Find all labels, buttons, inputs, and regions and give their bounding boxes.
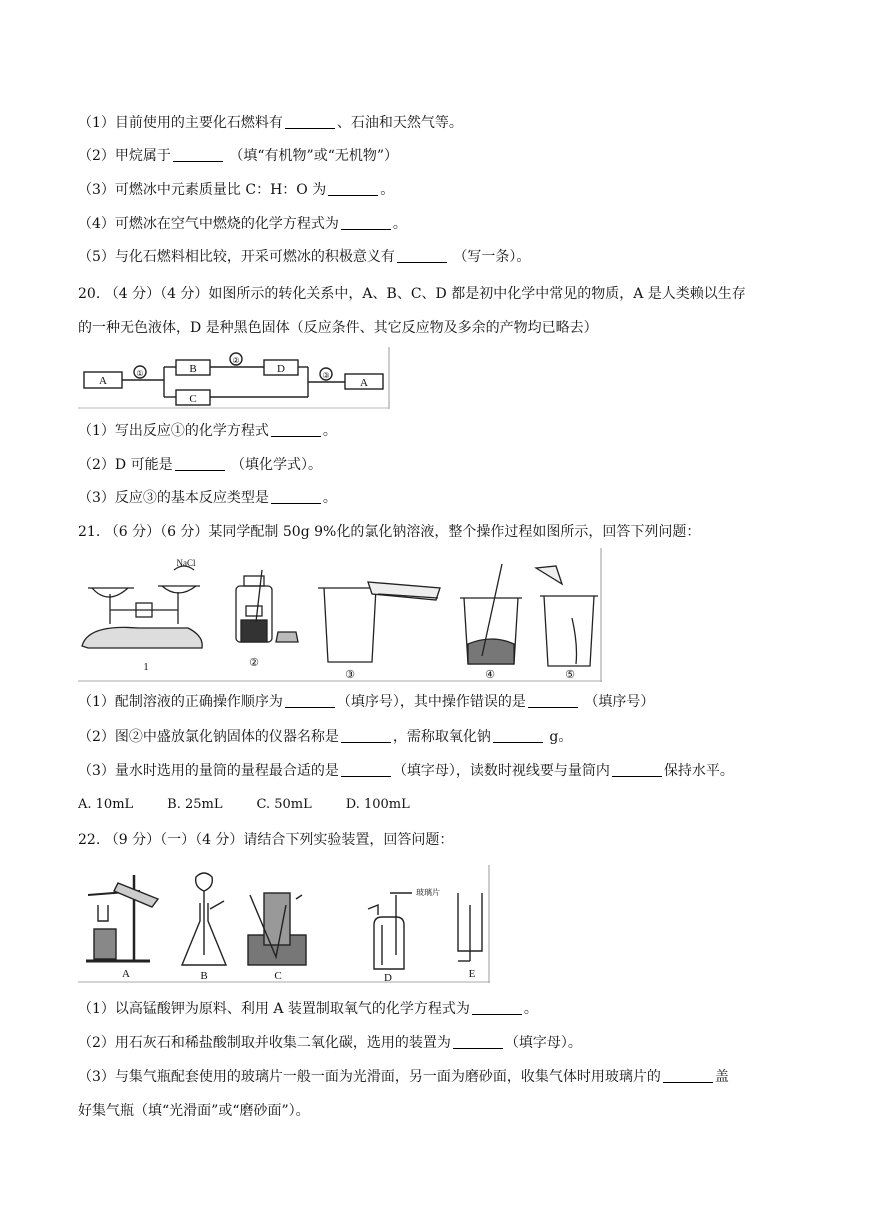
q20-part-2-text: （2）D 可能是 — [78, 457, 173, 473]
node-a-right: A — [360, 377, 368, 389]
answer-blank[interactable] — [175, 456, 225, 471]
step-5-label: ⑤ — [565, 669, 575, 681]
q22-part-2-tail: （填字母）。 — [504, 1035, 582, 1051]
q21-part-2 — [78, 727, 572, 747]
node-c: C — [189, 393, 197, 405]
q21-part-2-text: （2）图②中盛放氯化钠固体的仪器名称是 — [78, 729, 339, 745]
q19-part-2 — [78, 146, 398, 166]
node-b: B — [189, 363, 197, 375]
q20-part-1 — [78, 421, 337, 441]
apparatus-d-label: D — [384, 972, 392, 983]
q19-part-3-text: （3）可燃冰中元素质量比 C：H：O 为 — [78, 182, 327, 198]
q20-part-2-tail: （填化学式）。 — [231, 457, 323, 473]
q22-part-3-line1 — [78, 1067, 729, 1087]
node-d: D — [277, 363, 285, 375]
option-d: D. 100mL — [345, 797, 410, 812]
q20-part-3-text: （3）反应③的基本反应类型是 — [78, 490, 269, 506]
reaction-3-label: ③ — [322, 371, 330, 380]
step-3-label: ③ — [345, 669, 355, 681]
answer-blank[interactable] — [271, 422, 321, 437]
answer-blank[interactable] — [271, 489, 321, 504]
reaction-1-label: ① — [136, 369, 144, 378]
step-1-label: 1 — [143, 661, 149, 673]
q20-stem-line2: 的一种无色液体，D 是种黑色固体（反应条件、其它反应物及多余的产物均已略去） — [78, 320, 598, 336]
q19-part-2-text: （2）甲烷属于 — [78, 148, 171, 164]
answer-blank[interactable] — [173, 147, 223, 162]
q22-apparatus-figure — [78, 865, 490, 983]
q22-part-3-line2: 好集气瓶（填“光滑面”或“磨砂面”）。 — [78, 1103, 310, 1119]
q20-part-3-tail: 。 — [322, 490, 337, 506]
answer-blank[interactable] — [285, 693, 335, 708]
q20-part-1-tail: 。 — [322, 423, 337, 439]
step-2-label: ② — [249, 657, 259, 669]
q19-part-3 — [78, 180, 394, 200]
answer-blank[interactable] — [285, 114, 335, 129]
q19-part-5 — [78, 247, 530, 267]
q21-part-3-tail: 保持水平。 — [663, 763, 734, 779]
q22-part-3-tail: 盖 — [714, 1069, 729, 1085]
q21-part-1-mid: （填序号），其中操作错误的是 — [336, 694, 526, 710]
q21-part-2-tail: g。 — [549, 729, 573, 745]
q21-part-1-tail: （填序号） — [584, 694, 655, 710]
answer-blank[interactable] — [341, 762, 391, 777]
q19-part-3-tail: 。 — [380, 182, 395, 198]
q21-operation-figure — [78, 548, 602, 682]
q21-stem: 21. （6 分）（6 分）某同学配制 50g 9%化的氯化钠溶液，整个操作过程如图所示，回答下列问题： — [78, 524, 701, 540]
answer-blank[interactable] — [612, 762, 662, 777]
node-a-left: A — [99, 375, 107, 387]
q22-part-3-text: （3）与集气瓶配套使用的玻璃片一般一面为光滑面，另一面为磨砂面，收集气体时用玻璃片的 — [78, 1069, 661, 1085]
q20-transform-diagram — [78, 347, 390, 409]
q22-part-1 — [78, 999, 538, 1019]
q19-part-4 — [78, 214, 407, 234]
answer-blank[interactable] — [328, 181, 378, 196]
reaction-2-label: ② — [232, 356, 240, 365]
option-b: B. 25mL — [167, 797, 223, 812]
step-4-label: ④ — [485, 669, 495, 681]
glass-plate-label: 玻璃片 — [416, 888, 440, 897]
q21-part-2-mid: ，需称取氧化钠 — [392, 729, 491, 745]
q21-part-3-text: （3）量水时选用的量筒的量程最合适的是 — [78, 763, 339, 779]
option-a: A. 10mL — [78, 797, 134, 812]
q22-part-2-text: （2）用石灰石和稀盐酸制取并收集二氧化碳，选用的装置为 — [78, 1035, 451, 1051]
q22-part-1-tail: 。 — [523, 1001, 538, 1017]
answer-blank[interactable] — [341, 728, 391, 743]
apparatus-c-label: C — [274, 970, 282, 982]
answer-blank[interactable] — [341, 215, 391, 230]
answer-blank[interactable] — [493, 728, 543, 743]
q20-part-3 — [78, 488, 337, 508]
answer-blank[interactable] — [528, 693, 578, 708]
q21-part-1 — [78, 692, 654, 712]
answer-blank[interactable] — [453, 1034, 503, 1049]
q19-part-1 — [78, 113, 463, 133]
option-c: C. 50mL — [256, 797, 312, 812]
apparatus-e-label: E — [468, 968, 476, 980]
q19-part-5-tail: （写一条）。 — [453, 249, 531, 265]
nacl-label: NaCl — [176, 558, 196, 568]
q22-part-1-text: （1）以高锰酸钾为原料、利用 A 装置制取氧气的化学方程式为 — [78, 1001, 470, 1017]
answer-blank[interactable] — [663, 1068, 713, 1083]
apparatus-b-label: B — [200, 970, 208, 982]
q22-part-2 — [78, 1033, 582, 1053]
q21-part-3-mid: （填字母），读数时视线要与量筒内 — [392, 763, 610, 779]
q19-part-5-text: （5）与化石燃料相比较，开采可燃冰的积极意义有 — [78, 249, 395, 265]
answer-blank[interactable] — [397, 248, 447, 263]
q19-part-4-text: （4）可燃冰在空气中燃烧的化学方程式为 — [78, 216, 339, 232]
q20-stem-line1: 20. （4 分）（4 分）如图所示的转化关系中，A、B、C、D 都是初中化学中常见的物质，A 是人类赖以生存 — [78, 286, 746, 302]
q19-part-1-text: （1）目前使用的主要化石燃料有 — [78, 115, 283, 131]
q21-part-1-text: （1）配制溶液的正确操作顺序为 — [78, 694, 283, 710]
apparatus-a-label: A — [122, 968, 130, 980]
q19-part-2-tail: （填“有机物”或“无机物”） — [229, 148, 399, 164]
q21-options — [78, 795, 444, 815]
answer-blank[interactable] — [472, 1000, 522, 1015]
q22-stem: 22. （9 分）（一）（4 分）请结合下列实验装置，回答问题： — [78, 832, 454, 848]
q20-part-1-text: （1）写出反应①的化学方程式 — [78, 423, 269, 439]
q19-part-4-tail: 。 — [392, 216, 407, 232]
q19-part-1-tail: 、石油和天然气等。 — [336, 115, 463, 131]
q21-part-3 — [78, 761, 734, 781]
q20-part-2 — [78, 455, 322, 475]
